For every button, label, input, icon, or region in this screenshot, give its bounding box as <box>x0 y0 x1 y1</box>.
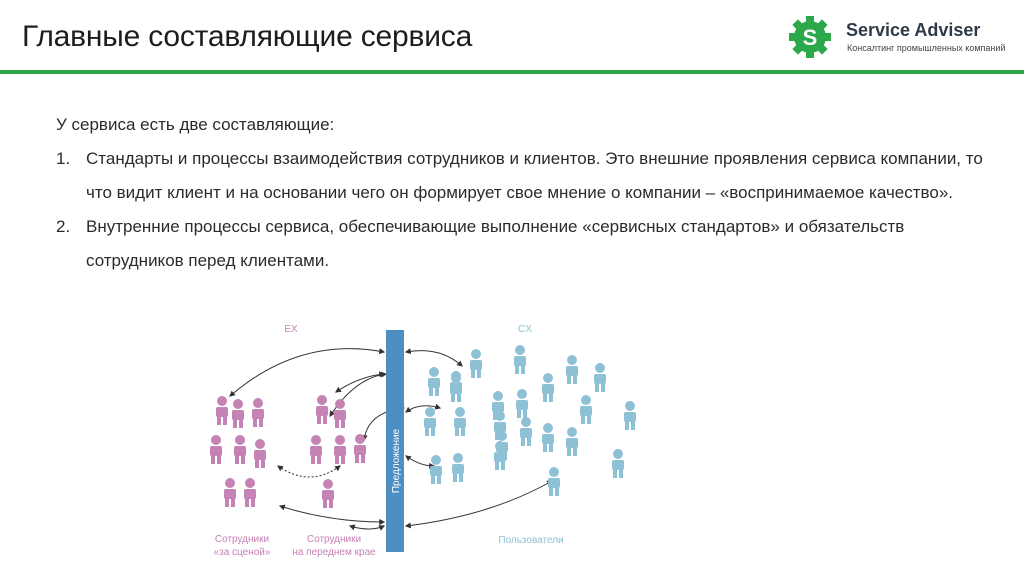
list-item-text: Внутренние процессы сервиса, обеспечивающие выполнение «сервисных стандартов» и обязательств сотрудников перед клиентами. <box>86 217 905 270</box>
person-icon <box>594 363 606 392</box>
person-icon <box>450 373 462 402</box>
list-item-text: Стандарты и процессы взаимодействия сотрудников и клиентов. Это внешние проявления сервиса компании, то что видит клиент и на основании чего он формирует свое мнение о компании – «воспринимаемое качество». <box>86 149 983 202</box>
person-icon <box>322 479 334 508</box>
backstage-employees-line2: «за сценой» <box>213 547 271 558</box>
person-icon <box>514 345 526 374</box>
interaction-arrow <box>406 351 462 366</box>
person-icon <box>494 441 506 470</box>
slide-body <box>56 108 996 278</box>
person-icon <box>428 367 440 396</box>
person-icon <box>580 395 592 424</box>
frontline-employees-line1: Сотрудники <box>306 534 362 545</box>
offer-bar-label: Предложение <box>391 428 402 494</box>
header-divider <box>0 70 1024 74</box>
gear-dollar-icon <box>786 14 838 60</box>
interaction-arrow <box>406 481 552 526</box>
person-icon <box>542 373 554 402</box>
person-icon <box>354 434 366 463</box>
person-icon <box>452 453 464 482</box>
frontline-employees-line2: на переднем крае <box>292 547 376 558</box>
person-icon <box>612 449 624 478</box>
person-icon <box>252 398 264 427</box>
svg-text:S: S <box>802 25 818 50</box>
person-icon <box>334 399 346 428</box>
person-icon <box>334 435 346 464</box>
person-icon <box>316 395 328 424</box>
person-icon <box>566 355 578 384</box>
company-logo <box>786 14 1022 62</box>
person-icon <box>244 478 256 507</box>
frontline-employees-label <box>286 533 382 559</box>
slide-title: Главные составляющие сервиса <box>22 20 473 53</box>
person-icon <box>454 407 466 436</box>
list-item <box>56 142 996 210</box>
interaction-arrow <box>336 374 384 392</box>
logo-subtitle: Консалтинг промышленных компаний <box>847 43 1006 53</box>
interaction-arrow <box>280 506 384 522</box>
logo-name: Service Adviser <box>846 20 981 40</box>
interaction-arrow <box>406 456 434 466</box>
person-icon <box>548 467 560 496</box>
list-item-number: 2. <box>56 217 71 236</box>
list-item-number: 1. <box>56 149 71 168</box>
person-icon <box>424 407 436 436</box>
cx-label: CX <box>518 324 532 335</box>
person-icon <box>310 435 322 464</box>
backstage-employees-label <box>202 533 282 559</box>
intro-text: У сервиса есть две составляющие: <box>56 115 335 134</box>
backstage-employees-line1: Сотрудники <box>214 534 270 545</box>
person-icon <box>216 396 228 425</box>
list-item <box>56 210 996 278</box>
person-icon <box>520 417 532 446</box>
person-icon <box>254 439 266 468</box>
person-icon <box>542 423 554 452</box>
person-icon <box>234 435 246 464</box>
person-icon <box>224 478 236 507</box>
person-icon <box>430 455 442 484</box>
ex-cx-diagram <box>190 316 670 574</box>
person-icon <box>624 401 636 430</box>
interaction-arrow <box>278 466 340 477</box>
person-icon <box>566 427 578 456</box>
ex-label: EX <box>284 324 298 335</box>
interaction-arrow <box>350 526 384 529</box>
person-icon <box>470 349 482 378</box>
person-icon <box>210 435 222 464</box>
users-label: Пользователи <box>498 535 564 546</box>
person-icon <box>516 389 528 418</box>
person-icon <box>232 399 244 428</box>
interaction-arrow <box>230 349 384 396</box>
